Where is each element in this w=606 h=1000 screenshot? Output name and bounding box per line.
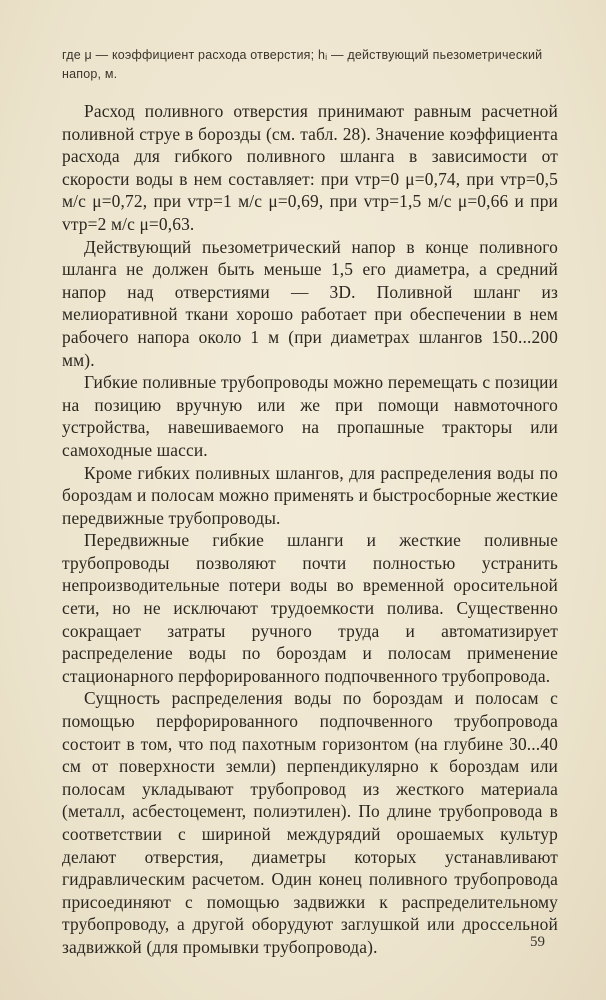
paragraph: Гибкие поливные трубопроводы можно перемещать с позиции на позицию вручную или же при помощи навмоточного устройства, навешиваемого на пропашные тракторы или самоходные шасси. [62, 372, 558, 460]
paragraph: Кроме гибких поливных шлангов, для распределения воды по бороздам и полосам можно применять и быстросборные жесткие передвижные трубопроводы. [62, 462, 558, 528]
paragraph: Передвижные гибкие шланги и жесткие поливные трубопроводы позволяют почти полностью устранить непроизводительные потери воды во временной оросительной сети, но не исключают трудоемкости полива. Существенно сокращает затраты ручного труда и автоматизирует распределение воды по бороздам и полосам применение стационарного перфорированного подпочвенного трубопровода. [62, 530, 558, 686]
footnote: где μ — коэффициент расхода отверстия; hᵢ — действующий пьезометрический напор, м. [62, 48, 543, 81]
page-number: 59 [530, 934, 545, 950]
paragraph: Расход поливного отверстия принимают равным расчетной поливной струе в борозды (см. табл. 28). Значение коэффициента расхода для гибкого поливного шланга в зависимости от скорости воды в нем составляет: при vтр=0 μ=0,74, при vтр=0,5 м/с μ=0,72, при vтр=1 м/с μ=0,69, при vтр=1,5 м/с μ=0,66 и при vтр=2 м/с μ=0,63. [62, 101, 558, 234]
paragraph: Действующий пьезометрический напор в конце поливного шланга не должен быть меньше 1,5 его диаметра, а средний напор над отверстиями — 3D. Поливной шланг из мелиоративной ткани хорошо работает при обеспечении в нем рабочего напора около 1 м (при диаметрах шлангов 150...200 мм). [62, 236, 558, 370]
body-text [62, 100, 558, 959]
paragraph: Сущность распределения воды по бороздам и полосам с помощью перфорированного подпочвенного трубопровода состоит в том, что под пахотным горизонтом (на глубине 30...40 см от поверхности земли) перпендикулярно к бороздам или полосам укладывают трубопровод из жесткого материала (металл, асбестоцемент, полиэтилен). По длине трубопровода в соответствии с шириной междурядий орошаемых культур делают отверстия, диаметры которых устанавливают гидравлическим расчетом. Один конец поливного трубопровода присоединяют с помощью задвижки к распределительному трубопроводу, а другой оборудуют заглушкой или дроссельной задвижкой (для промывки трубопровода). [62, 688, 558, 957]
